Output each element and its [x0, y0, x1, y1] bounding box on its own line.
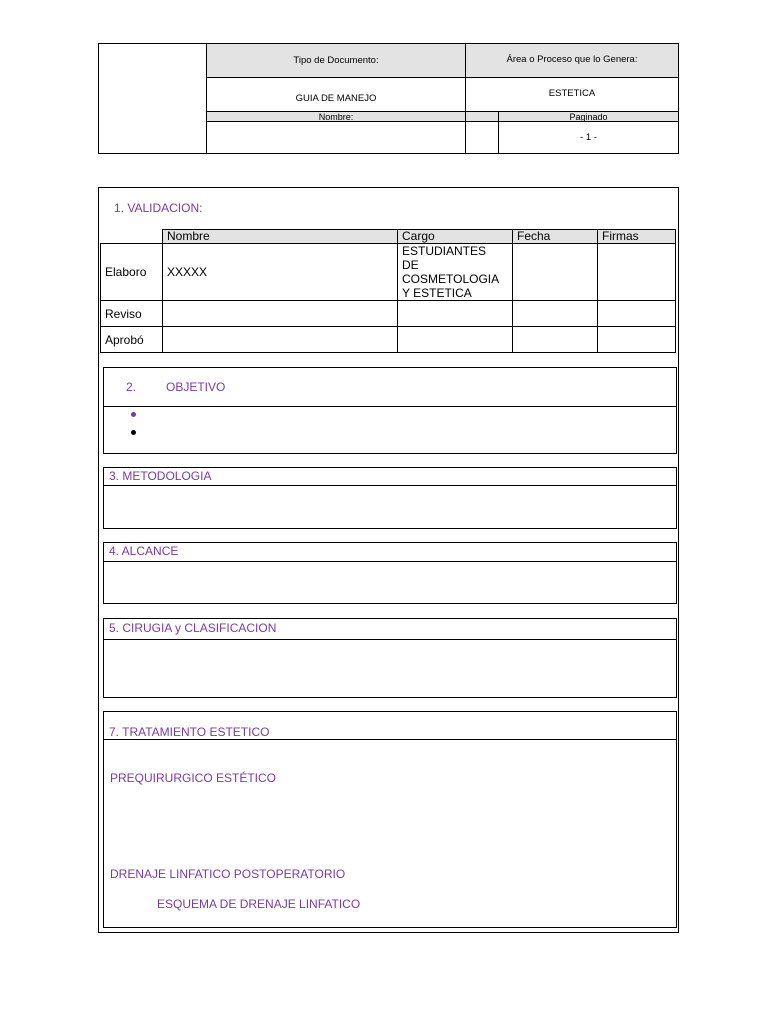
nombre-label: Nombre: [318, 112, 354, 122]
reviso-cargo [397, 300, 513, 327]
elaboro-firmas [597, 243, 676, 301]
alcance-section [103, 542, 677, 604]
metodologia-divider [103, 485, 677, 486]
tratamiento-section [103, 711, 677, 928]
objetivo-number: 2. [126, 380, 137, 394]
metodologia-title: 3. METODOLOGIA [109, 469, 212, 483]
spacer-value-cell [466, 122, 499, 153]
area-value: ESTETICA [548, 88, 596, 99]
aprobo-nombre [162, 326, 398, 353]
objetivo-divider [103, 406, 677, 407]
esquema-heading: ESQUEMA DE DRENAJE LINFATICO [157, 897, 361, 911]
aprobo-firmas [597, 326, 676, 353]
col-header-firmas: Firmas [597, 229, 676, 244]
page-number-cell [499, 122, 678, 153]
validacion-title: 1. VALIDACION: [114, 201, 203, 215]
tipo-documento-label-cell [207, 44, 466, 78]
paginado-label: Paginado [569, 112, 608, 122]
alcance-divider [103, 561, 677, 562]
spacer-cell [466, 111, 499, 122]
cirugia-divider [103, 639, 677, 640]
aprobo-fecha [512, 326, 598, 353]
reviso-firmas [597, 300, 676, 327]
drenaje-heading: DRENAJE LINFATICO POSTOPERATORIO [110, 867, 346, 881]
logo-cell [98, 43, 207, 154]
cirugia-title: 5. CIRUGIA y CLASIFICACION [109, 621, 277, 635]
row-label-elaboro: Elaboro [100, 243, 163, 301]
col-header-nombre: Nombre [162, 229, 398, 244]
reviso-fecha [512, 300, 598, 327]
row-label-reviso: Reviso [100, 300, 163, 327]
reviso-nombre [162, 300, 398, 327]
tipo-documento-value: GUIA DE MANEJO [295, 93, 377, 104]
bullet-icon [131, 412, 136, 417]
page-number: - 1 - [580, 132, 597, 143]
area-label: Área o Proceso que lo Genera: [506, 54, 638, 65]
paginado-label-cell [499, 111, 678, 122]
prequirurgico-heading: PREQUIRURGICO ESTÉTICO [110, 771, 277, 785]
tratamiento-divider [103, 739, 677, 740]
elaboro-cargo: ESTUDIANTES DE COSMETOLOGIA Y ESTETICA [397, 243, 513, 301]
tratamiento-title: 7. TRATAMIENTO ESTETICO [109, 725, 270, 739]
bullet-icon [131, 430, 136, 435]
area-value-cell [466, 78, 678, 111]
elaboro-nombre: XXXXX [162, 243, 398, 301]
row-label-aprobo: Aprobó [100, 326, 163, 353]
tipo-documento-label: Tipo de Documento: [293, 55, 379, 66]
nombre-label-cell [207, 111, 466, 122]
elaboro-fecha [512, 243, 598, 301]
tipo-documento-value-cell [207, 78, 466, 111]
nombre-value-cell [207, 122, 466, 153]
objetivo-title: OBJETIVO [166, 380, 226, 394]
col-header-cargo: Cargo [397, 229, 513, 244]
col-header-fecha: Fecha [512, 229, 598, 244]
aprobo-cargo [397, 326, 513, 353]
area-label-cell [466, 44, 678, 78]
alcance-title: 4. ALCANCE [109, 544, 179, 558]
